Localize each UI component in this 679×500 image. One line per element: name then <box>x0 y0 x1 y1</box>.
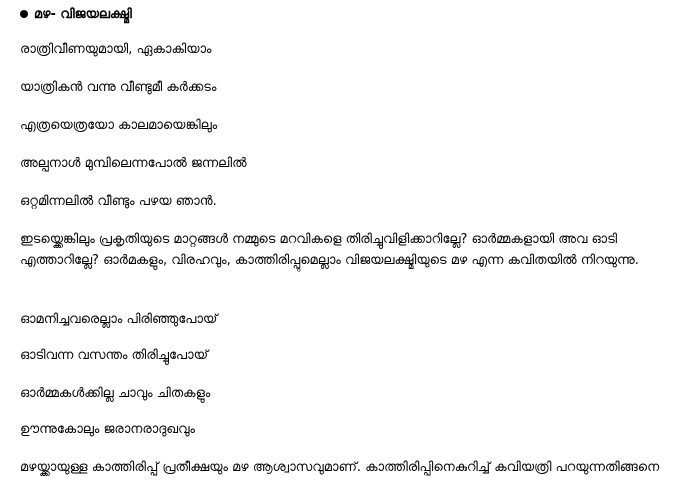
verse-line: ഓമനിച്ചവരെല്ലാം പിരിഞ്ഞുപോയ് <box>20 312 218 327</box>
filled-circle-bullet-icon <box>20 10 28 18</box>
verse-line: ഓടിവന്ന വസന്തം തിരിച്ചുപോയ് <box>20 348 209 363</box>
verse-line: രാത്രിവീണയുമായി, ഏകാകിയാം <box>20 42 212 57</box>
verse-line: ഒറ്റമിന്നലിൽ വീണ്ടും പഴയ ഞാൻ. <box>20 194 217 209</box>
poem-heading <box>20 6 132 24</box>
verse-line: എത്രയെത്രയോ കാലമായെങ്കിലും <box>20 118 218 133</box>
commentary-paragraph: മഴയ്ക്കായുള്ള കാത്തിരിപ്പ് പ്രതീക്ഷയും മഴ ആശ്വാസവുമാണ്. കാത്തിരിപ്പിനെകുറിച്ച് കവിയത്രി പറയുന്നതിങ്ങനെ <box>20 460 660 475</box>
poem-title: മഴ- വിജയലക്ഷ്മി <box>34 7 132 22</box>
verse-line: അല്പനാൾ മുമ്പിലെന്നപോൽ ജന്നലിൽ <box>20 156 247 171</box>
verse-line: യാത്രികൻ വന്നു വീണ്ടുമീ കർക്കടം <box>20 80 217 95</box>
verse-line: ഓർമ്മകൾക്കില്ല ചാവും ചിതകളും <box>20 386 211 401</box>
commentary-paragraph: ഇടയ്ക്കെങ്കിലും പ്രകൃതിയുടെ മാറ്റങ്ങൾ നമ്മുടെ മറവികളെ തിരിച്ചുവിളിക്കാറില്ലേ? ഓർമ്മകളായി അവ ഓടി എത്താറില്ലേ? ഓർമകളും, വിരഹവും, കാത്തിരിപ്പുമെല്ലാം വിജയലക്ഷ്മിയുടെ മഴ എന്ന കവിതയിൽ നിറയുന്നു. <box>20 232 639 268</box>
verse-line: ഊന്നുകോലും ജരാനരാദുഖവും <box>20 422 195 437</box>
